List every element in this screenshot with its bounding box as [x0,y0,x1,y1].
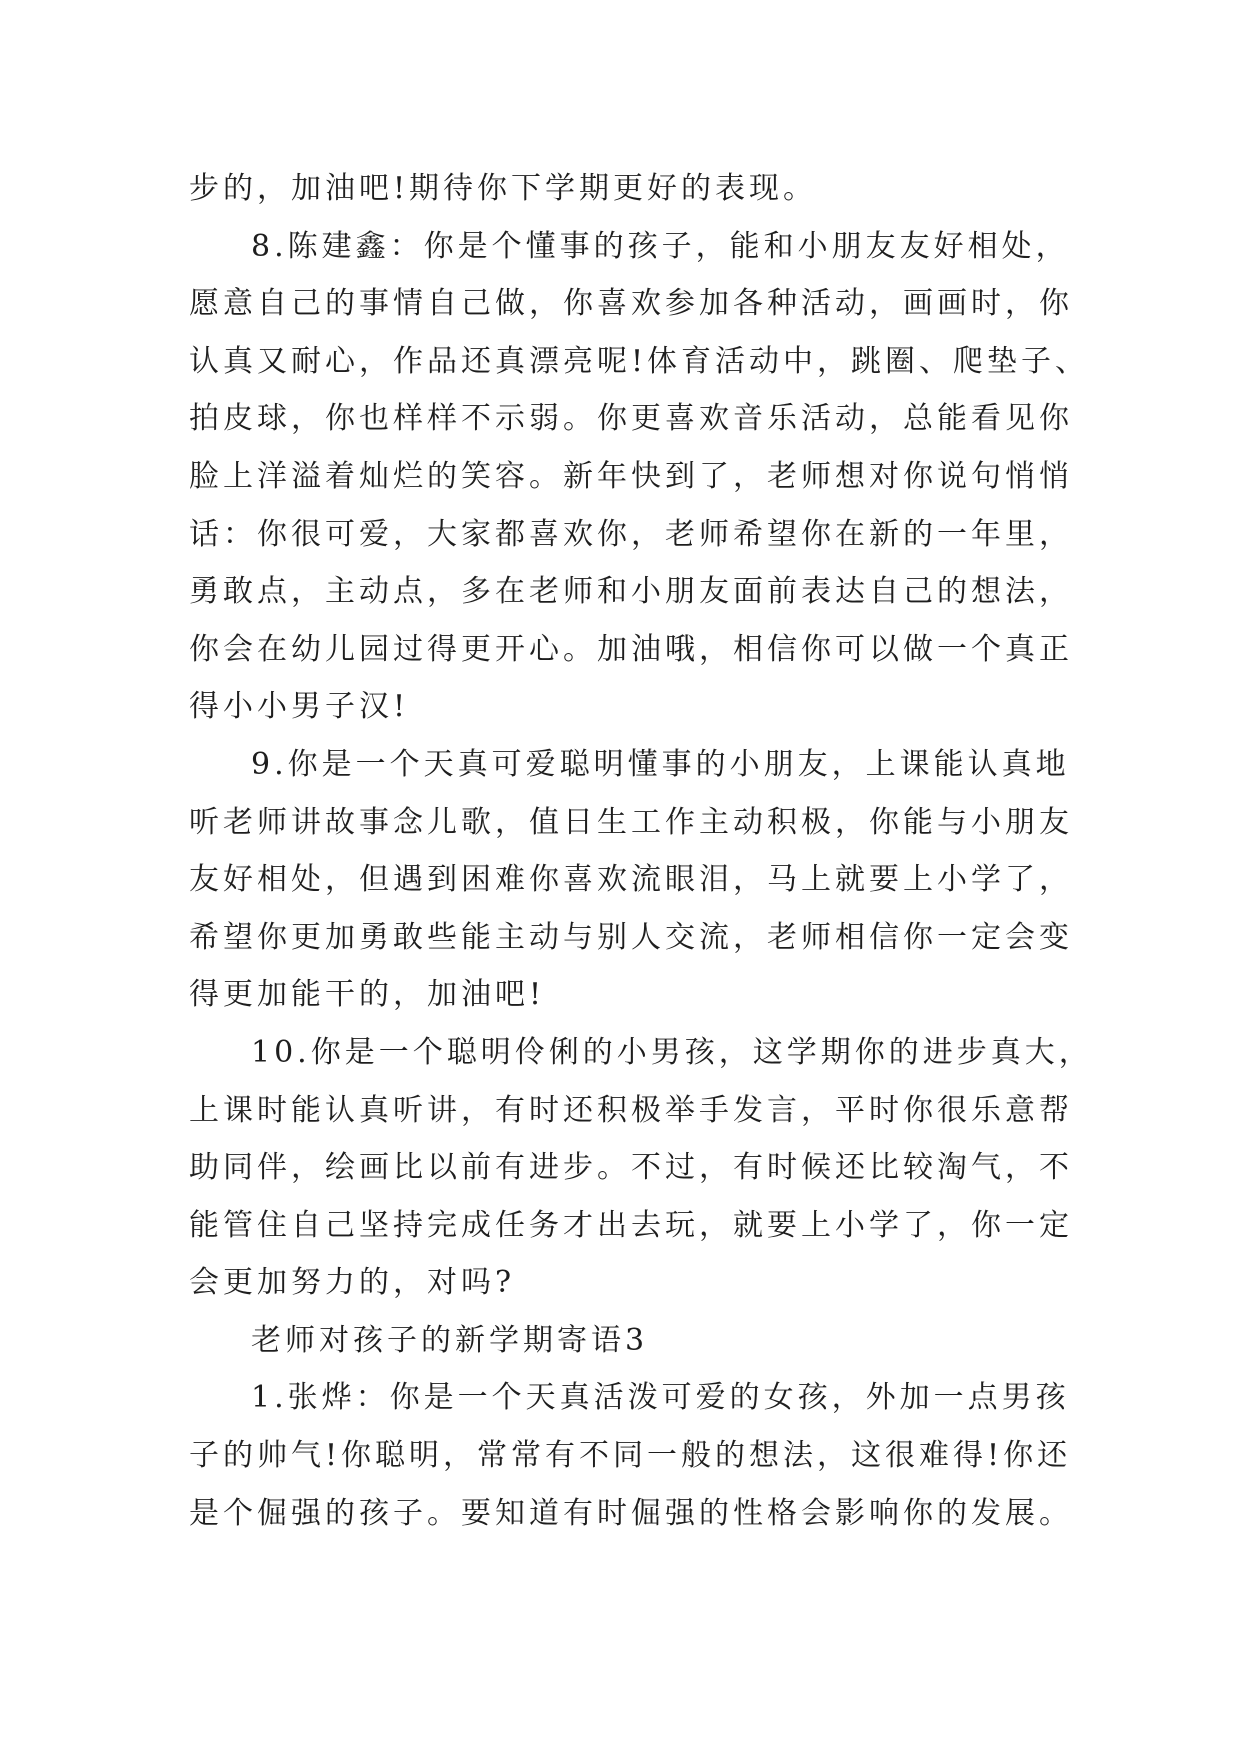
text-line: 子的帅气!你聪明，常常有不同一般的想法，这很难得!你还 [189,1438,1072,1474]
text-line: 会更加努力的，对吗? [189,1265,516,1301]
text-line: 10.你是一个聪明伶俐的小男孩，这学期你的进步真大， [251,1034,1093,1070]
text-line: 话：你很可爱，大家都喜欢你，老师希望你在新的一年里， [189,516,1073,552]
text-line: 听老师讲故事念儿歌，值日生工作主动积极，你能与小朋友 [189,804,1073,840]
text-line: 步的，加油吧!期待你下学期更好的表现。 [189,171,818,206]
text-line: 拍皮球，你也样样不示弱。你更喜欢音乐活动，总能看见你 [189,401,1073,437]
text-line: 友好相处，但遇到困难你喜欢流眼泪，马上就要上小学了， [189,862,1073,898]
text-line: 你会在幼儿园过得更开心。加油哦，相信你可以做一个真正 [189,631,1073,667]
text-line: 9.你是一个天真可爱聪明懂事的小朋友，上课能认真地 [251,746,1070,782]
text-line: 8.陈建鑫：你是个懂事的孩子，能和小朋友友好相处， [251,228,1070,264]
text-line: 1.张烨：你是一个天真活泼可爱的女孩，外加一点男孩 [251,1380,1070,1416]
text-line: 助同伴，绘画比以前有进步。不过，有时候还比较淘气，不 [189,1150,1073,1186]
text-line: 能管住自己坚持完成任务才出去玩，就要上小学了，你一定 [189,1207,1073,1243]
text-line: 上课时能认真听讲，有时还积极举手发言，平时你很乐意帮 [189,1092,1073,1128]
text-line: 认真又耐心，作品还真漂亮呢!体育活动中，跳圈、爬垫子、 [189,343,1090,379]
text-line: 勇敢点，主动点，多在老师和小朋友面前表达自己的想法， [189,574,1073,610]
text-line: 愿意自己的事情自己做，你喜欢参加各种活动，画画时，你 [189,286,1073,322]
text-line: 是个倔强的孩子。要知道有时倔强的性格会影响你的发展。 [189,1495,1073,1531]
text-line: 得更加能干的，加油吧! [189,977,546,1013]
text-line: 脸上洋溢着灿烂的笑容。新年快到了，老师想对你说句悄悄 [189,458,1073,494]
document-body [189,160,1093,1542]
text-line: 希望你更加勇敢些能主动与别人交流，老师相信你一定会变 [189,919,1073,955]
section-heading: 老师对孩子的新学期寄语3 [251,1322,649,1358]
text-line: 得小小男子汉! [189,689,410,725]
